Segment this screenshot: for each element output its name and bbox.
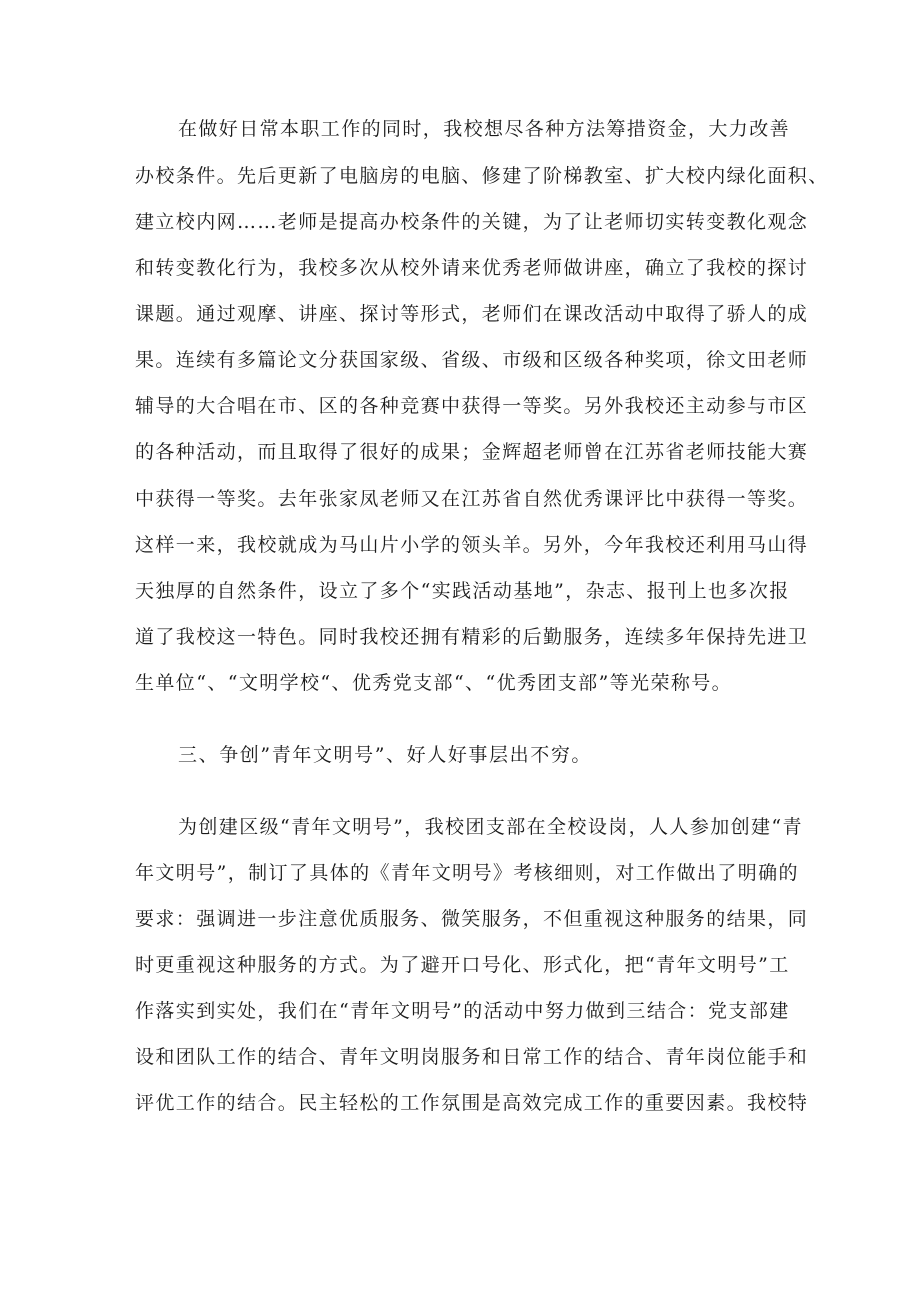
paragraph-line: 生单位“、“文明学校“、优秀党支部“、“优秀团支部”等光荣称号。 xyxy=(135,672,733,694)
paragraph-line: 时更重视这种服务的方式。为了避开口号化、形式化，把“青年文明号”工 xyxy=(135,954,790,976)
paragraph-line: 中获得一等奖。去年张家凤老师又在江苏省自然优秀课评比中获得一等奖。 xyxy=(135,488,809,510)
paragraph-line: 天独厚的自然条件，设立了多个“实践活动基地”，杂志、报刊上也多次报 xyxy=(135,580,790,602)
paragraph-line: 年文明号”，制订了具体的《青年文明号》考核细则，对工作做出了明确的 xyxy=(135,862,799,884)
paragraph-line: 道了我校这一特色。同时我校还拥有精彩的后勤服务，连续多年保持先进卫 xyxy=(135,626,809,648)
paragraph-line: 要求：强调进一步注意优质服务、微笑服务，不但重视这种服务的结果，同 xyxy=(135,908,809,930)
paragraph-line: 的各种活动，而且取得了很好的成果；金辉超老师曾在江苏省老师技能大赛 xyxy=(135,441,809,463)
paragraph-line: 作落实到实处，我们在“青年文明号”的活动中努力做到三结合：党支部建 xyxy=(135,1000,790,1022)
paragraph-line: 辅导的大合唱在市、区的各种竞赛中获得一等奖。另外我校还主动参与市区 xyxy=(135,395,809,417)
paragraph-line: 和转变教化行为，我校多次从校外请来优秀老师做讲座，确立了我校的探讨 xyxy=(135,257,809,279)
section-heading: 三、争创”青年文明号”、好人好事层出不穷。 xyxy=(178,744,593,766)
paragraph-line: 设和团队工作的结合、青年文明岗服务和日常工作的结合、青年岗位能手和 xyxy=(135,1046,809,1068)
paragraph-line: 为创建区级“青年文明号”，我校团支部在全校设岗，人人参加创建“青 xyxy=(178,816,803,838)
paragraph-line: 在做好日常本职工作的同时，我校想尽各种方法筹措资金，大力改善 xyxy=(178,118,791,140)
paragraph-line: 建立校内网……老师是提高办校条件的关键，为了让老师切实转变教化观念 xyxy=(135,211,809,233)
paragraph-line: 果。连续有多篇论文分获国家级、省级、市级和区级各种奖项，徐文田老师 xyxy=(135,349,809,371)
paragraph-line: 课题。通过观摩、讲座、探讨等形式，老师们在课改活动中取得了骄人的成 xyxy=(135,303,809,325)
paragraph-line: 评优工作的结合。民主轻松的工作氛围是高效完成工作的重要因素。我校特 xyxy=(135,1092,809,1114)
paragraph-line: 这样一来，我校就成为马山片小学的领头羊。另外，今年我校还利用马山得 xyxy=(135,534,809,556)
paragraph-line: 办校条件。先后更新了电脑房的电脑、修建了阶梯教室、扩大校内绿化面积、 xyxy=(135,165,829,187)
